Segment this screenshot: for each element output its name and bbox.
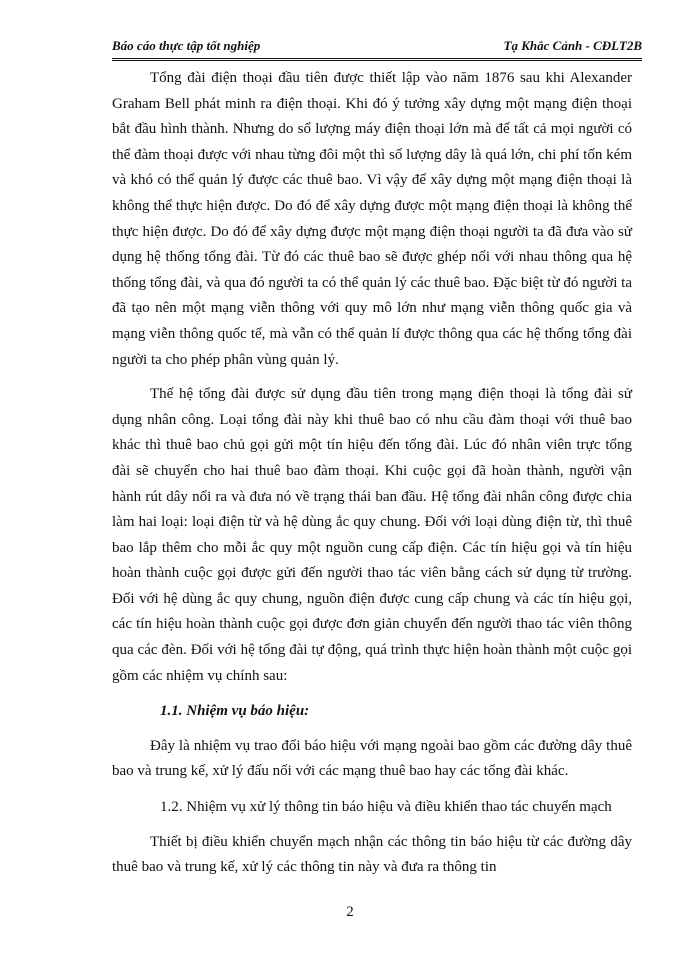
- paragraph-first-exchange: Tổng đài điện thoại đầu tiên được thiết lập vào năm 1876 sau khi Alexander Graham Bell phát minh ra điện thoại. Khi đó ý tưởng xây dựng một mạng điện thoại bắt đầu hình thành. Nhưng do số lượng máy điện thoại lớn mà để tất cả mọi người có thể đàm thoại được với nhau từng đôi một thì số lượng dây là quá lớn, chi phí tốn kém và khó có thể quản lý được các thuê bao. Vì vậy để xây dựng một mạng điện thoại là không thể thực hiện được. Do đó để xây dựng được một mạng điện thoại là không thể thực hiện được. Do đó để xây dựng được một mạng điện thoại người ta đã đưa vào sử dụng hệ thống tổng đài. Từ đó các thuê bao sẽ được ghép nối với nhau thông qua hệ thống tổng đài, và qua đó người ta có thể quản lý các thuê bao. Đặc biệt từ đó người ta đã tạo nên một mạng viễn thông với quy mô lớn như mạng viễn thông quốc gia và mạng viễn thông quốc tế, mà vẫn có thể quản lí được thông qua các hệ thống tổng đài người ta cho phép phân vùng quản lý.: [112, 70, 632, 368]
- paragraph-signaling-task: Đây là nhiệm vụ trao đổi báo hiệu với mạng ngoài bao gồm các đường dây thuê bao và trung kế, xử lý đấu nối với các mạng thuê bao hay các tổng đài khác.: [112, 737, 632, 780]
- page-header: [112, 36, 642, 61]
- paragraph-manual-exchange: Thế hệ tổng đài được sử dụng đầu tiên trong mạng điện thoại là tổng đài sử dụng nhân công. Loại tổng đài này khi thuê bao có nhu cầu đàm thoại với thuê bao khác thì thuê bao chủ gọi gửi một tín hiệu đến tổng đài. Lúc đó nhân viên trực tổng đài sẽ chuyển cho hai thuê bao đàm thoại. Khi cuộc gọi đã hoàn thành, người vận hành rút dây nối ra và đưa nó về trạng thái ban đầu. Hệ tổng đài nhân công được chia làm hai loại: loại điện từ và hệ dùng ắc quy chung. Đối với loại dùng điện từ, thì thuê bao lắp thêm cho mỗi ắc quy một nguồn cung cấp điện. Các tín hiệu gọi và tín hiệu hoàn thành cuộc gọi được gửi đến người thao tác viên bằng cách sử dụng từ trường. Đối với hệ dùng ắc quy chung, nguồn điện được cung cấp chung và các tín hiệu gọi, các tín hiệu hoàn thành cuộc gọi được đơn giản chuyển đến người thao tác viên thông qua các đèn. Đối với hệ tổng đài tự động, quá trình thực hiện hoàn thành một cuộc gọi gồm các nhiệm vụ chính sau:: [112, 386, 632, 684]
- page-number: 2: [346, 904, 354, 920]
- paragraph-switch-control: Thiết bị điều khiển chuyển mạch nhận các thông tin báo hiệu từ các đường dây thuê bao và trung kế, xử lý các thông tin này và đưa ra thông tin: [112, 833, 632, 876]
- header-report-title: Báo cáo thực tập tốt nghiệp: [112, 38, 261, 53]
- section-heading-signaling: 1.1. Nhiệm vụ báo hiệu:: [160, 703, 310, 720]
- page-body: [112, 66, 632, 881]
- header-author: Tạ Khắc Cảnh - CĐLT2B: [503, 38, 642, 53]
- section-heading-processing: 1.2. Nhiệm vụ xử lý thông tin báo hiệu và điều khiển thao tác chuyển mạch: [160, 799, 612, 816]
